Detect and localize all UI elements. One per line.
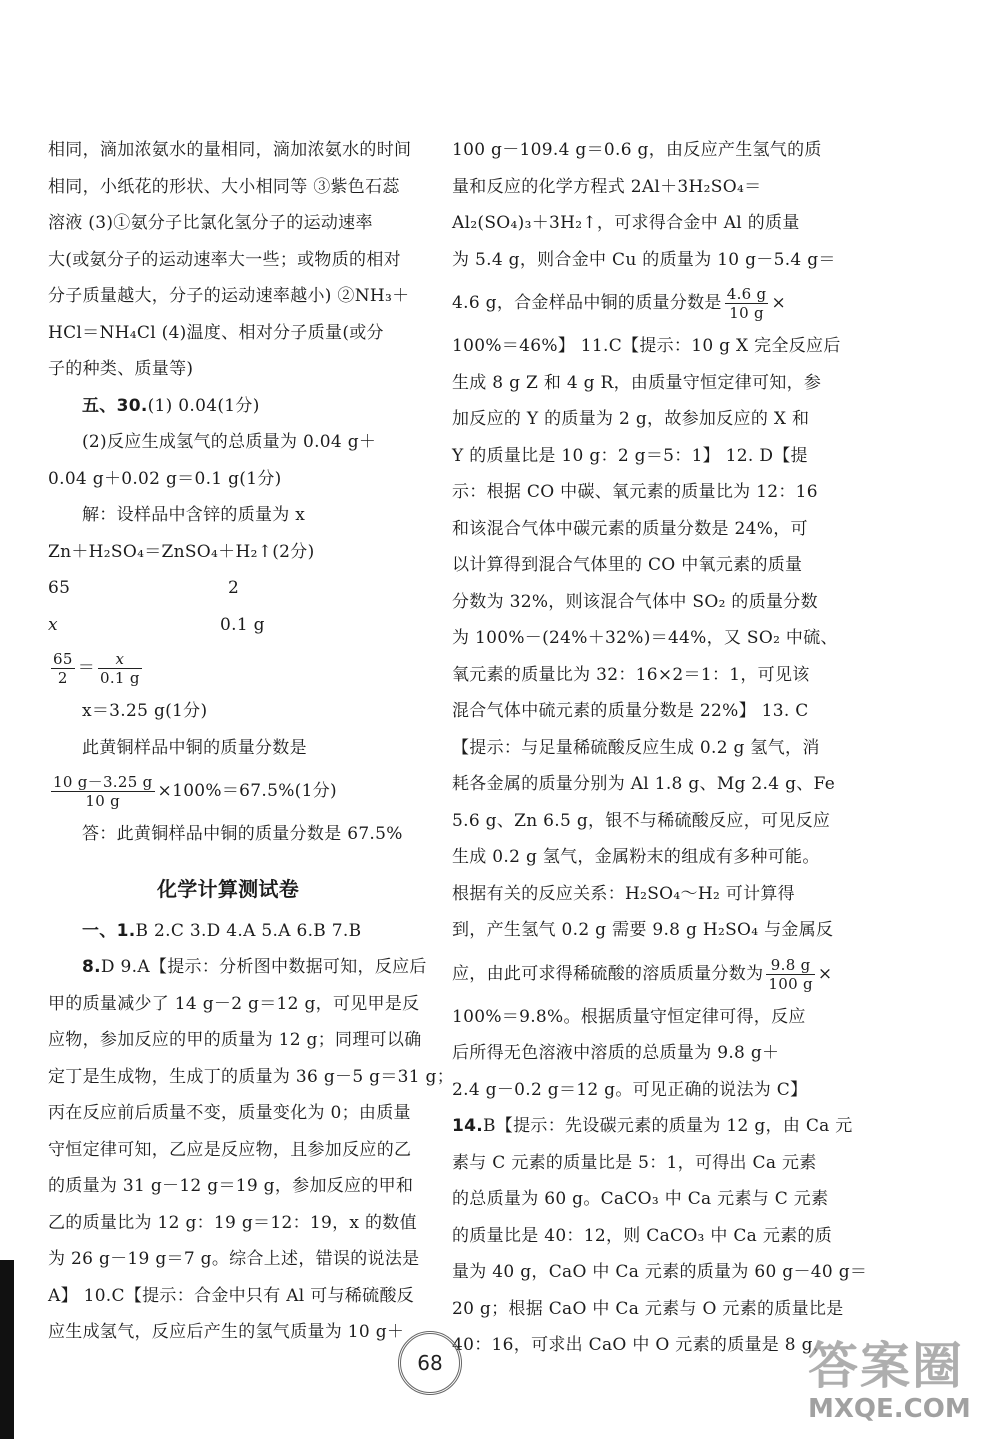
calculation-tail: ×	[771, 293, 787, 313]
text-line: (2)反应生成氢气的总质量为 0.04 g＋	[82, 432, 377, 452]
chemical-equation: Zn＋H₂SO₄＝ZnSO₄＋H₂↑(2分)	[48, 541, 315, 562]
text-line: 量和反应的化学方程式 2Al＋3H₂SO₄＝	[452, 176, 762, 197]
text-line: 相同，小纸花的形状、大小相同等 ③紫色石蕊	[48, 176, 400, 197]
calculation-tail: ×100%＝67.5%(1分)	[157, 781, 337, 801]
text-line: 溶液 (3)①氨分子比氯化氢分子的运动速率	[48, 213, 373, 233]
text-line: 100%＝9.8%。根据质量守恒定律可得，反应	[452, 1006, 806, 1027]
numerator: 65	[53, 650, 73, 668]
answer-text: B【提示：先设碳元素的质量为 12 g，由 Ca 元	[483, 1116, 853, 1136]
numerator: x	[98, 650, 142, 669]
calculation-tail: ×	[817, 963, 833, 984]
text-line: 后所得无色溶液中溶质的总质量为 9.8 g＋	[452, 1043, 780, 1063]
text-line: 5.6 g、Zn 6.5 g，银不与稀硫酸反应，可见反应	[452, 810, 831, 831]
text-line: 应物，参加反应的甲的质量为 12 g；同理可以确	[48, 1030, 422, 1050]
question-number: 14.	[452, 1116, 484, 1136]
denominator: 2	[57, 669, 68, 687]
text-line: 以计算得到混合气体里的 CO 中氧元素的质量	[452, 555, 803, 575]
fraction	[51, 650, 75, 687]
text-line: 定丁是生成物，生成丁的质量为 36 g－5 g＝31 g；	[48, 1066, 455, 1087]
watermark-url: MXQE.COM	[808, 1394, 971, 1424]
text-line: 耗各金属的质量分别为 Al 1.8 g、Mg 2.4 g、Fe	[452, 774, 836, 794]
text-line: 示：根据 CO 中碳、氧元素的质量比为 12：16	[452, 482, 818, 502]
text-line: 加反应的 Y 的质量为 2 g，故参加反应的 X 和	[452, 409, 810, 429]
question-number: 8.	[82, 957, 101, 977]
numerator: 10 g－3.25 g	[53, 773, 153, 791]
calculation-head: 4.6 g，合金样品中铜的质量分数是	[452, 293, 722, 313]
text-line: 为 5.4 g，则合金中 Cu 的质量为 10 g－5.4 g＝	[452, 249, 836, 270]
fraction	[766, 956, 815, 993]
question-text: (1) 0.04(1分)	[147, 395, 260, 416]
text-line: 20 g；根据 CaO 中 Ca 元素与 O 元素的质量比是	[452, 1298, 844, 1319]
text-line: 【提示：与足量稀硫酸反应生成 0.2 g 氢气，消	[452, 737, 820, 758]
calculation-line	[48, 766, 408, 816]
text-line: 子的种类、质量等)	[48, 359, 194, 379]
denominator: 10 g	[85, 792, 121, 810]
text-line: 100%＝46%】 11.C【提示：10 g X 完全反应后	[452, 336, 841, 356]
ratio-value: x	[48, 614, 58, 635]
watermark-logo	[808, 1338, 996, 1434]
text-line: 0.04 g＋0.02 g＝0.1 g(1分)	[48, 468, 282, 489]
question-number: 一、1.	[82, 920, 136, 941]
text-line: 生成 8 g Z 和 4 g R，由质量守恒定律可知，参	[452, 372, 822, 393]
binding-edge	[0, 1260, 14, 1439]
text-line: 100 g－109.4 g＝0.6 g，由反应产生氢气的质	[452, 140, 822, 160]
question-30	[48, 388, 408, 425]
text-line: 此黄铜样品中铜的质量分数是	[82, 737, 307, 758]
answer-text: B 2.C 3.D 4.A 5.A 6.B 7.B	[135, 920, 362, 941]
text-line: 混合气体中硫元素的质量分数是 22%】 13. C	[452, 701, 809, 721]
text-line: Y 的质量比是 10 g：2 g＝5：1】 12. D【提	[452, 445, 808, 466]
text-line: 的总质量为 60 g。CaCO₃ 中 Ca 元素与 C 元素	[452, 1189, 829, 1209]
text-line: 分子质量越大，分子的运动速率越小) ②NH₃＋	[48, 286, 410, 306]
text-line: 守恒定律可知，乙应是反应物，且参加反应的乙	[48, 1139, 412, 1160]
text-line: 相同，滴加浓氨水的量相同，滴加浓氨水的时间	[48, 140, 412, 160]
page-number: 68	[398, 1331, 462, 1395]
calculation-line	[452, 949, 833, 999]
section-title: 化学计算测试卷	[156, 876, 300, 901]
watermark-title: 答案圈	[808, 1337, 964, 1395]
text-line: 大(或氨分子的运动速率大一些；或物质的相对	[48, 249, 401, 270]
fraction	[51, 773, 155, 810]
calculation-line	[452, 278, 812, 328]
text-line: 40：16，可求出 CaO 中 O 元素的质量是 8 g，	[452, 1335, 831, 1355]
text-line: Al₂(SO₄)₃＋3H₂↑，可求得合金中 Al 的质量	[452, 213, 800, 233]
text-line: 应生成氢气，反应后产生的氢气质量为 10 g＋	[48, 1322, 405, 1342]
fraction	[725, 285, 769, 322]
ratio-row	[48, 570, 408, 607]
ratio-value: 2	[228, 578, 240, 598]
answer-row	[48, 913, 408, 950]
text-line: 甲的质量减少了 14 g－2 g＝12 g，可见甲是反	[48, 993, 420, 1014]
text-line: 和该混合气体中碳元素的质量分数是 24%，可	[452, 518, 808, 539]
denominator: 0.1 g	[100, 669, 140, 687]
text-line: 氧元素的质量比为 32：16×2＝1：1，可见该	[452, 664, 810, 685]
text-line: 分数为 32%，则该混合气体中 SO₂ 的质量分数	[452, 591, 818, 612]
right-column	[452, 132, 868, 1364]
equals-sign: ＝	[77, 658, 95, 678]
text-line: 为 100%－(24%＋32%)＝44%，又 SO₂ 中硫、	[452, 628, 838, 648]
text-line: 到，产生氢气 0.2 g 需要 9.8 g H₂SO₄ 与金属反	[452, 920, 834, 940]
text-line: 乙的质量比为 12 g：19 g＝12：19，x 的数值	[48, 1212, 417, 1233]
answer-row	[48, 949, 427, 986]
calculation-head: 应，由此可求得稀硫酸的溶质质量分数为	[452, 963, 764, 984]
text-line: 素与 C 元素的质量比是 5：1，可得出 Ca 元素	[452, 1152, 817, 1173]
text-line: x＝3.25 g(1分)	[82, 701, 208, 721]
numerator: 4.6 g	[726, 285, 767, 303]
text-line: 解：设样品中含锌的质量为 x	[82, 505, 306, 525]
ratio-value: 0.1 g	[220, 614, 265, 635]
text-line: 的质量比是 40：12，则 CaCO₃ 中 Ca 元素的质	[452, 1225, 833, 1246]
numerator: 9.8 g	[766, 956, 815, 975]
text-line: 生成 0.2 g 氢气，金属粉末的组成有多种可能。	[452, 847, 820, 867]
text-line: HCl＝NH₄Cl (4)温度、相对分子质量(或分	[48, 322, 384, 343]
answer-text: D 9.A【提示：分析图中数据可知，反应后	[100, 957, 427, 977]
text-line: A】 10.C【提示：合金中只有 Al 可与稀硫酸反	[48, 1285, 415, 1306]
text-line: 的质量为 31 g－12 g＝19 g，参加反应的甲和	[48, 1176, 414, 1196]
denominator: 10 g	[729, 304, 764, 322]
text-line: 为 26 g－19 g＝7 g。综合上述，错误的说法是	[48, 1249, 420, 1269]
denominator: 100 g	[768, 974, 813, 993]
question-number: 五、30.	[82, 395, 148, 416]
text-line: 2.4 g－0.2 g＝12 g。可见正确的说法为 C】	[452, 1079, 808, 1100]
ratio-row	[48, 607, 408, 644]
fraction	[98, 650, 142, 687]
proportion	[48, 643, 408, 693]
ratio-value: 65	[48, 578, 71, 598]
text-line: 量为 40 g，CaO 中 Ca 元素的质量为 60 g－40 g＝	[452, 1262, 868, 1282]
left-column	[48, 132, 455, 1351]
text-line: 根据有关的反应关系：H₂SO₄～H₂ 可计算得	[452, 883, 795, 904]
text-line: 丙在反应前后质量不变，质量变化为 0；由质量	[48, 1103, 411, 1123]
answer-row	[452, 1108, 853, 1145]
answer-line: 答：此黄铜样品中铜的质量分数是 67.5%	[82, 824, 403, 844]
